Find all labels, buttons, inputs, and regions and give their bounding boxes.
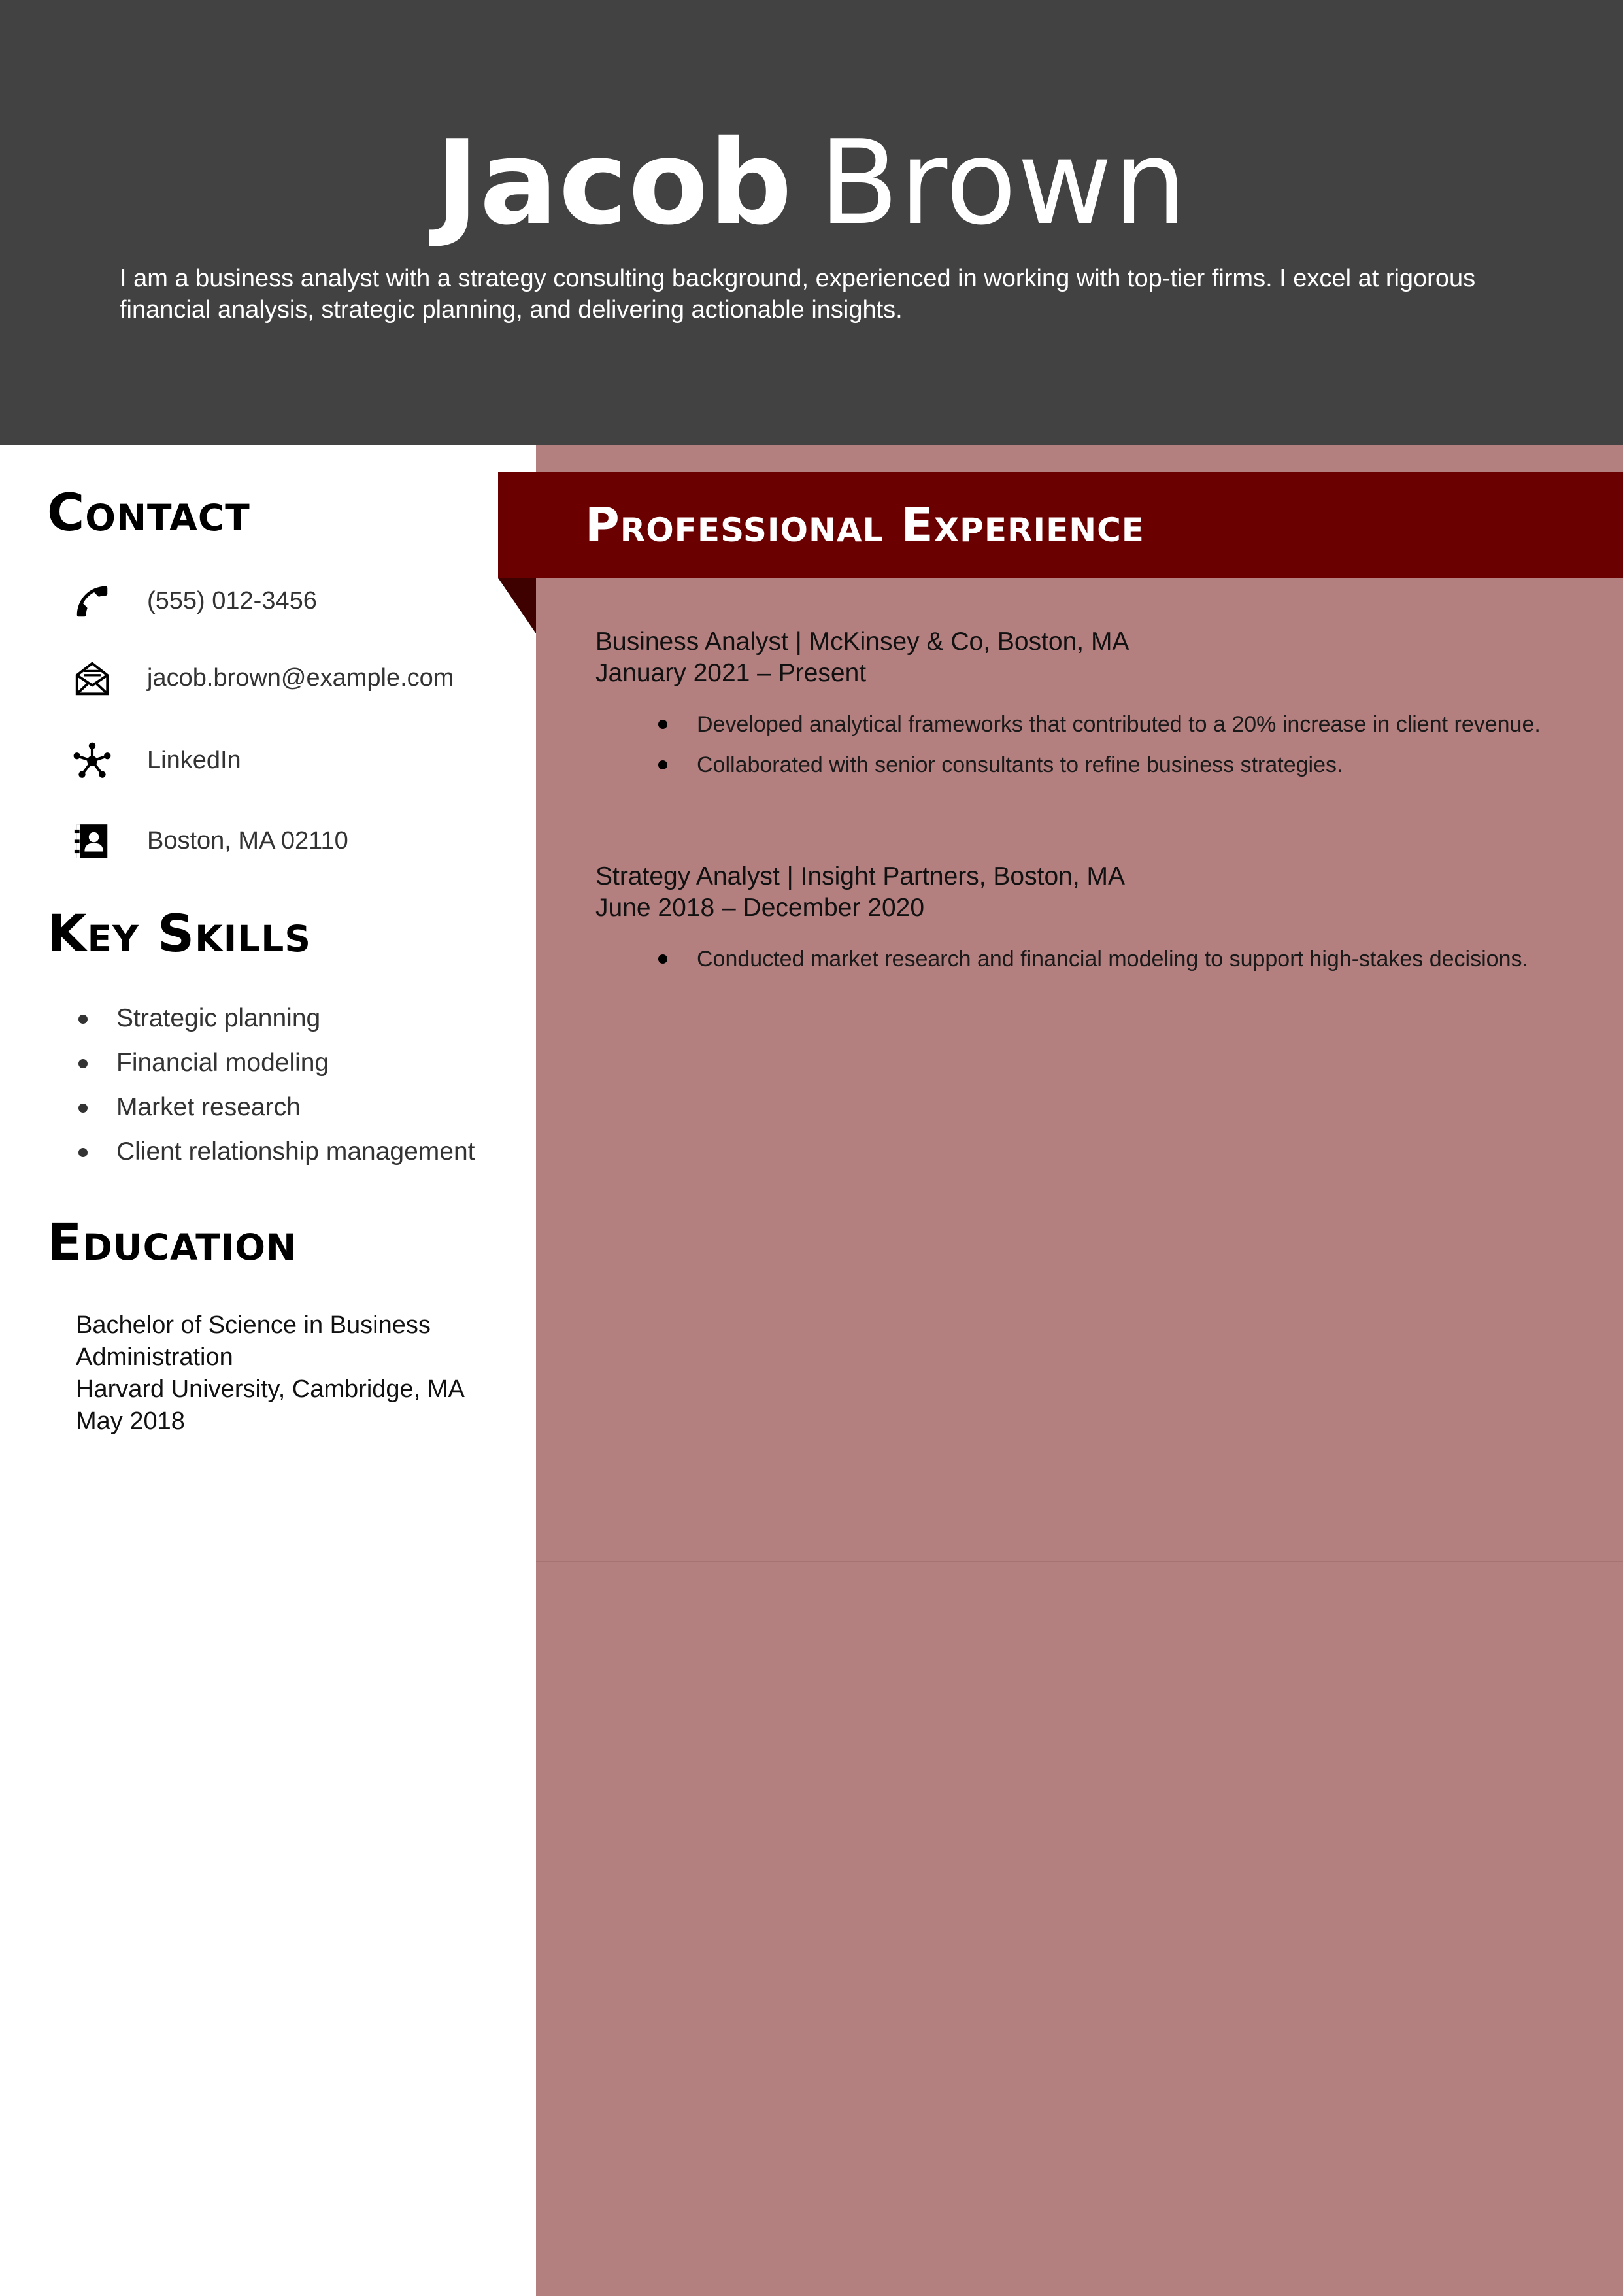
contact-heading: Contact bbox=[47, 484, 250, 543]
contact-phone-text[interactable]: (555) 012-3456 bbox=[147, 587, 317, 615]
list-item: Conducted market research and financial modeling to support high-stakes decisions. bbox=[595, 945, 1550, 973]
profile-summary: I am a business analyst with a strategy consulting background, experienced in working with top-tier firms. I excel at rigorous financial analysis, strategic planning, and delivering actionable insights. bbox=[120, 265, 1476, 324]
experience-heading: Professional Experience bbox=[585, 498, 1145, 552]
contact-linkedin bbox=[72, 737, 529, 783]
degree-line-1: Bachelor of Science in Business bbox=[76, 1311, 431, 1339]
list-item: Financial modeling bbox=[47, 1041, 531, 1085]
list-item: Market research bbox=[47, 1085, 531, 1130]
job-entry-2 bbox=[595, 861, 1550, 985]
contact-email bbox=[72, 655, 529, 701]
job-bullets bbox=[595, 710, 1550, 779]
contact-linkedin-text[interactable]: LinkedIn bbox=[147, 747, 241, 774]
contact-location-text: Boston, MA 02110 bbox=[147, 827, 348, 854]
address-book-icon bbox=[72, 821, 112, 862]
contact-email-text[interactable]: jacob.brown@example.com bbox=[147, 664, 454, 692]
resume-header bbox=[0, 0, 1623, 445]
education-entry bbox=[76, 1309, 533, 1438]
education-heading: Education bbox=[47, 1213, 297, 1272]
list-item: Strategic planning bbox=[47, 996, 531, 1041]
list-item: Client relationship management bbox=[47, 1130, 531, 1174]
network-icon bbox=[72, 741, 112, 781]
job-bullets bbox=[595, 945, 1550, 973]
list-item: Developed analytical frameworks that contributed to a 20% increase in client revenue. bbox=[595, 710, 1550, 739]
page-divider bbox=[536, 1561, 1623, 1562]
last-name: Brown bbox=[818, 115, 1188, 250]
job-role: Strategy Analyst | Insight Partners, Boston, MA bbox=[595, 862, 1126, 890]
job-entry-1 bbox=[595, 626, 1550, 791]
envelope-icon bbox=[72, 658, 112, 699]
full-name bbox=[0, 111, 1623, 255]
skills-list bbox=[47, 996, 531, 1174]
graduation-date: May 2018 bbox=[76, 1408, 185, 1435]
degree-line-2: Administration bbox=[76, 1343, 233, 1371]
first-name: Jacob bbox=[435, 115, 793, 250]
contact-phone bbox=[72, 578, 529, 624]
banner-fold bbox=[498, 578, 536, 633]
school: Harvard University, Cambridge, MA bbox=[76, 1376, 465, 1403]
list-item: Collaborated with senior consultants to refine business strategies. bbox=[595, 751, 1550, 779]
job-role: Business Analyst | McKinsey & Co, Boston, MA bbox=[595, 628, 1129, 656]
skills-heading: Key Skills bbox=[47, 905, 311, 964]
job-dates: June 2018 – December 2020 bbox=[595, 894, 925, 922]
contact-location bbox=[72, 818, 529, 864]
job-dates: January 2021 – Present bbox=[595, 659, 867, 687]
phone-icon bbox=[72, 581, 112, 622]
